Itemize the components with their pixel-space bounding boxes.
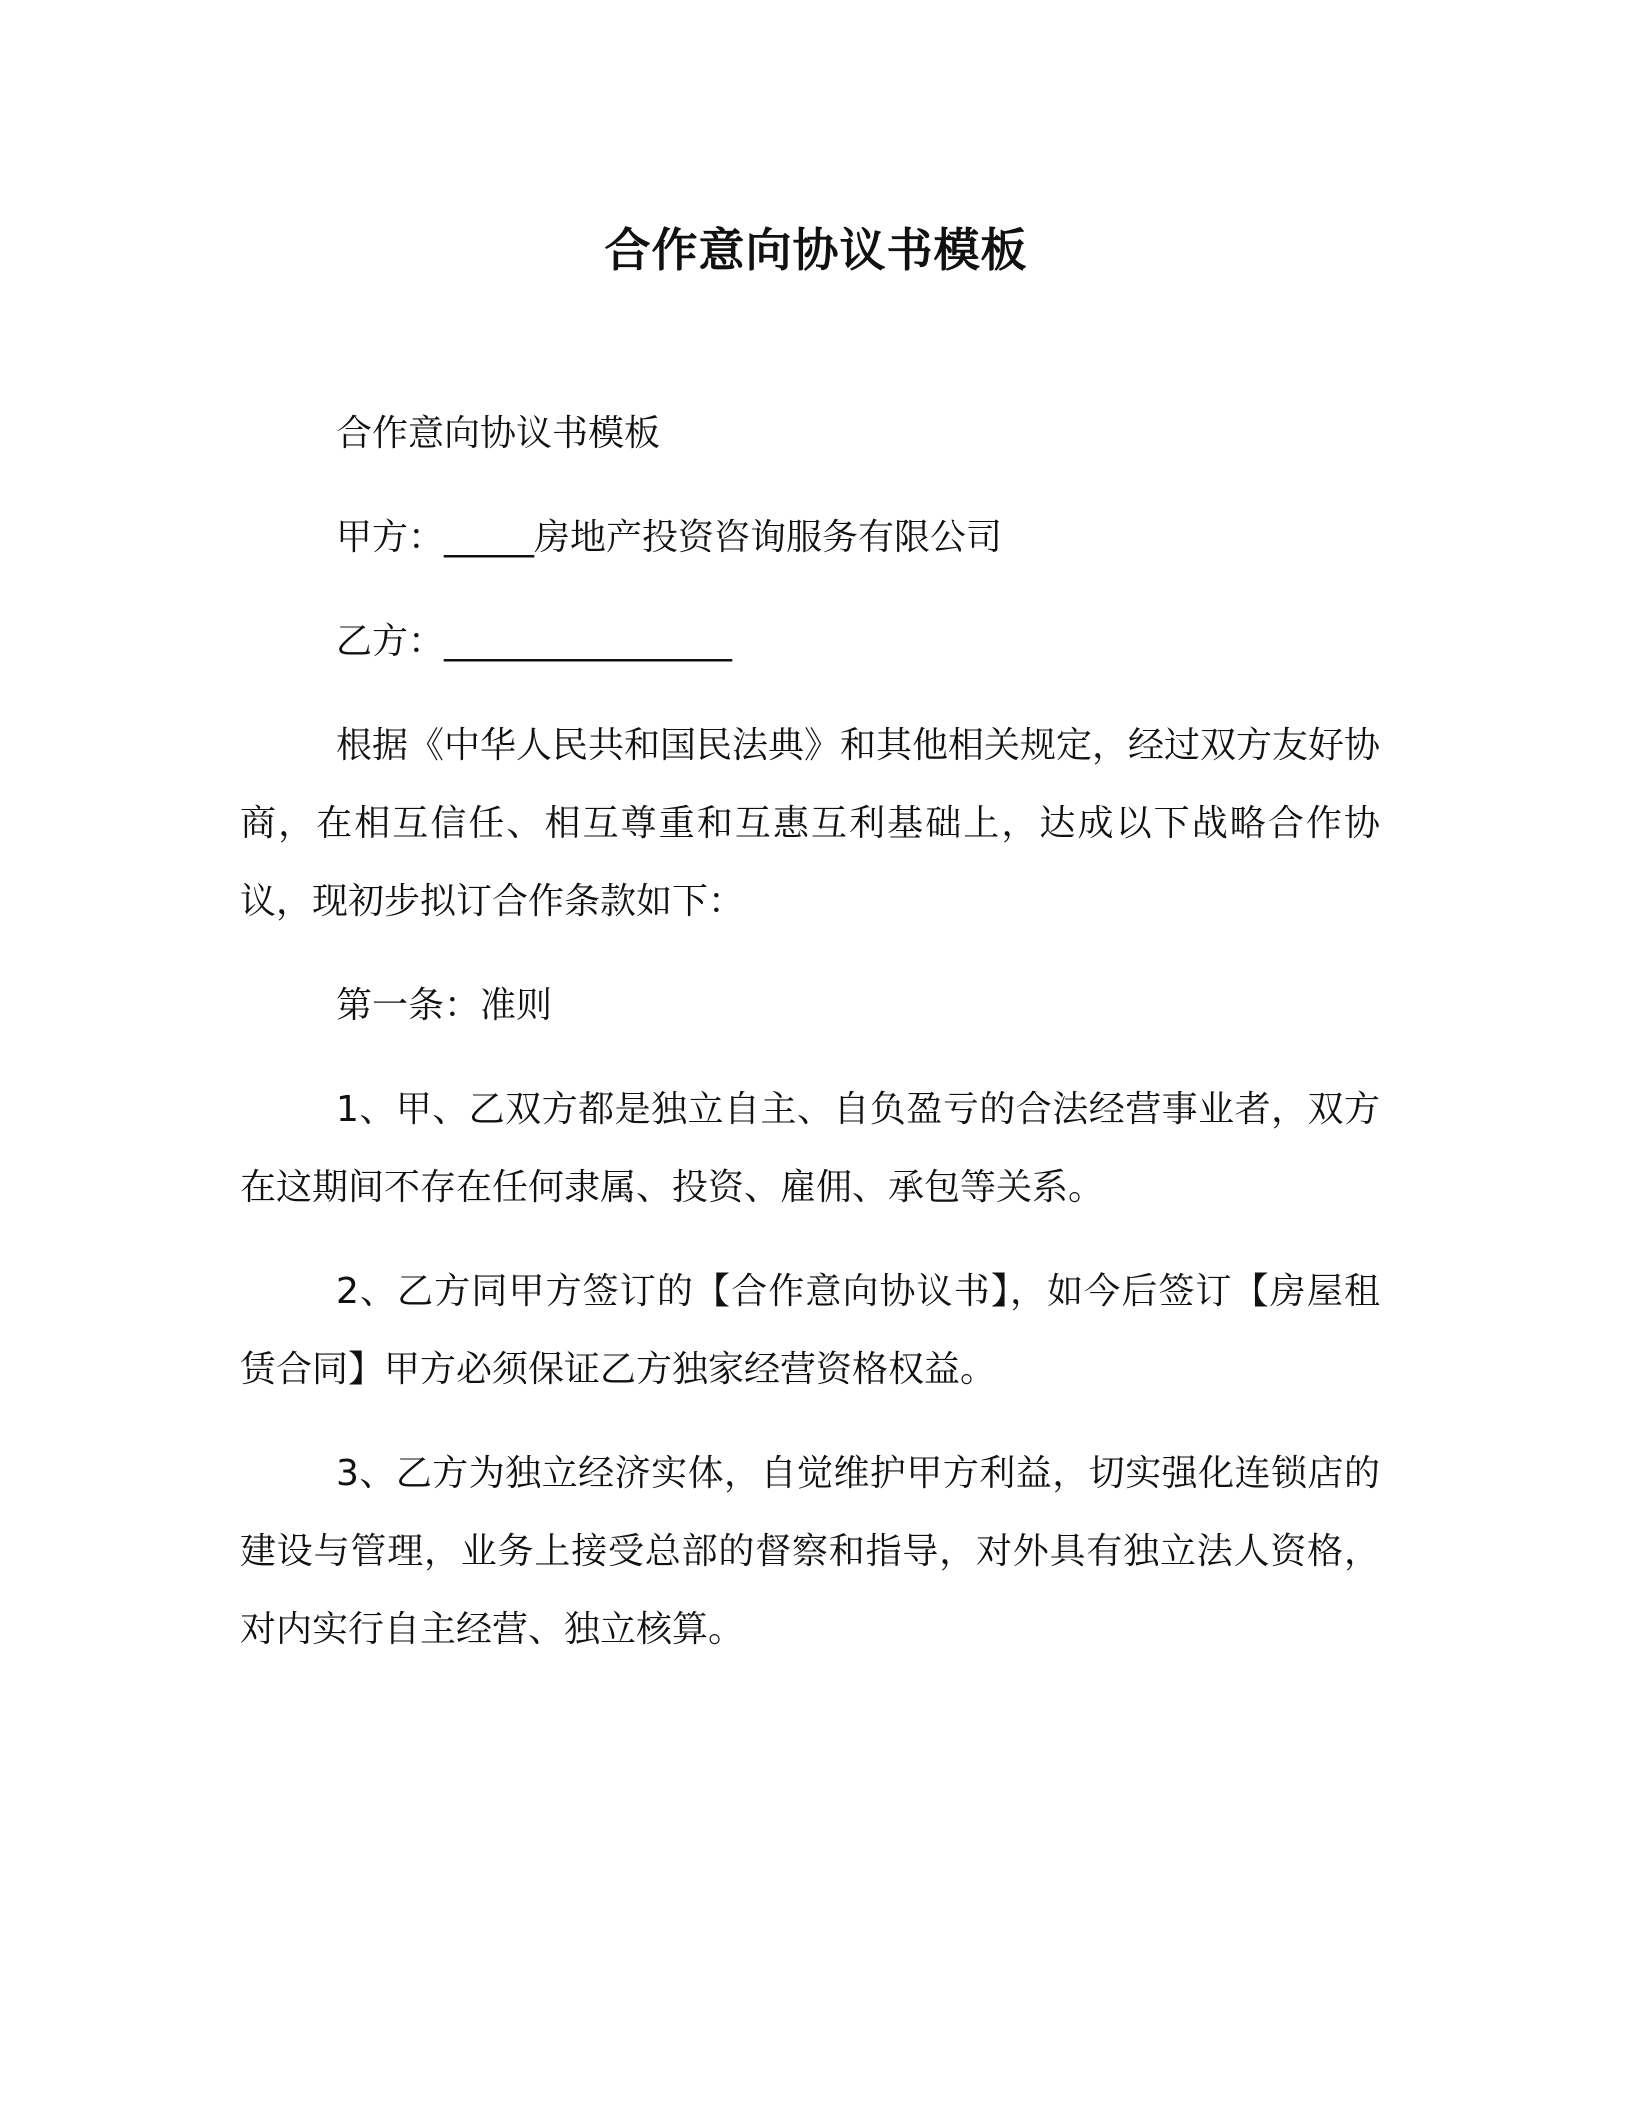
preamble-paragraph: 根据《中华人民共和国民法典》和其他相关规定，经过双方友好协商，在相互信任、相互尊重和互惠互利基础上，达成以下战略合作协议，现初步拟订合作条款如下：: [240, 725, 1381, 922]
document-body: [240, 395, 1380, 1695]
clause-1-paragraph: 1、甲、乙双方都是独立自主、自负盈亏的合法经营事业者，双方在这期间不存在任何隶属、投资、雇佣、承包等关系。: [240, 1089, 1380, 1208]
subtitle-paragraph: 合作意向协议书模板: [336, 413, 661, 454]
clause-3-paragraph: 3、乙方为独立经济实体，自觉维护甲方利益，切实强化连锁店的建设与管理，业务上接受总部的督察和指导，对外具有独立法人资格，对内实行自主经营、独立核算。: [240, 1453, 1380, 1650]
party-a-line: 甲方：_____房地产投资咨询服务有限公司: [336, 517, 1003, 558]
clause-2-paragraph: 2、乙方同甲方签订的【合作意向协议书】，如今后签订【房屋租赁合同】甲方必须保证乙方独家经营资格权益。: [240, 1271, 1380, 1390]
article-one-heading: 第一条：准则: [336, 985, 553, 1026]
document-title: 合作意向协议书模板: [604, 223, 1028, 277]
party-b-line: 乙方：________________: [336, 621, 733, 662]
